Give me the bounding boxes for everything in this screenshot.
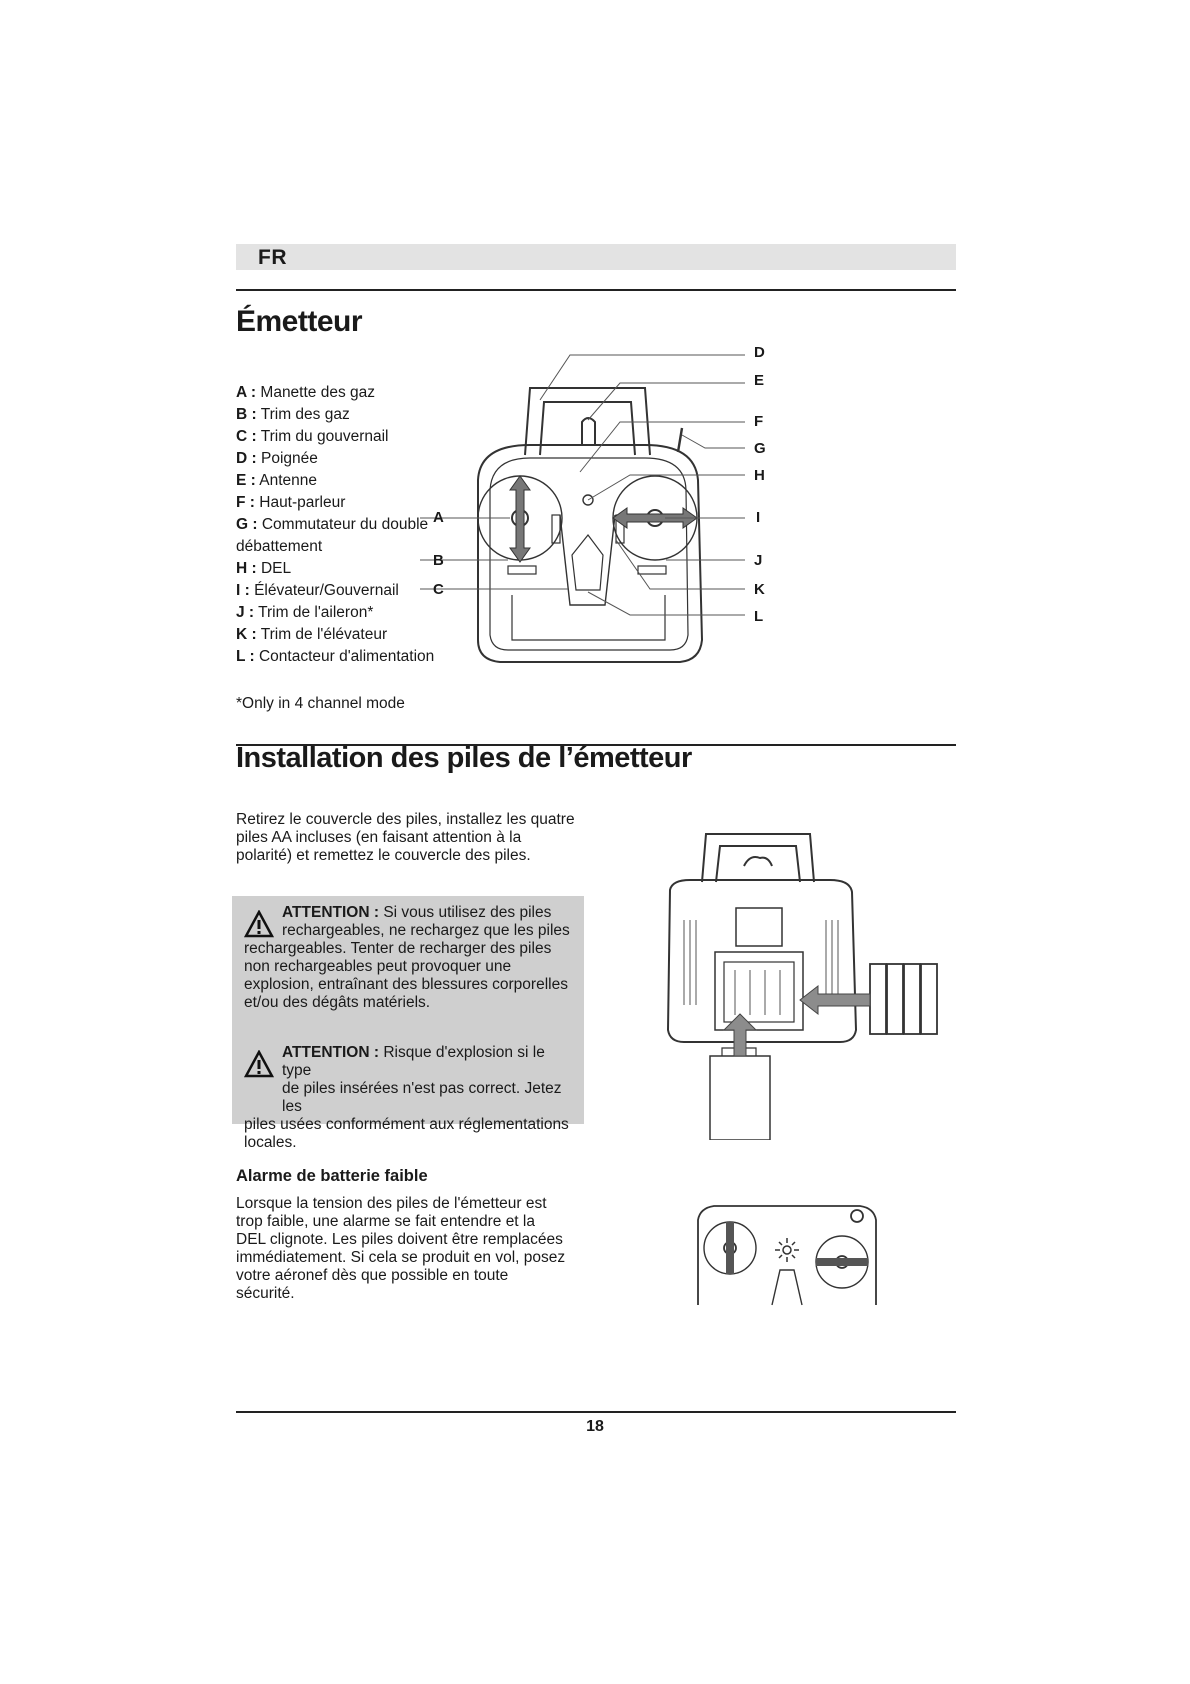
subsection-title: Alarme de batterie faible (236, 1167, 428, 1185)
legend-item: D : Poignée (236, 450, 318, 467)
warning-label: ATTENTION : (282, 904, 380, 921)
section-title-emetteur: Émetteur (236, 305, 363, 338)
low-battery-alarm-illustration (692, 1200, 882, 1310)
legend-item: H : DEL (236, 560, 292, 577)
subsection-paragraph: Lorsque la tension des piles de l'émetteur est trop faible, une alarme se fait entendre et la DEL clignote. Les piles doivent être remplacées immédiatement. Si cela se produit en vol, posez votre aéronef dès que possible en toute sécurité. (236, 1195, 566, 1302)
legend-item: B : Trim des gaz (236, 406, 350, 423)
transmitter-diagram (420, 340, 780, 670)
battery-installation-illustration (660, 830, 950, 1140)
footer-divider (236, 1411, 956, 1413)
page-number: 18 (586, 1418, 604, 1435)
legend-item: J : Trim de l'aileron* (236, 604, 374, 621)
legend-item: A : Manette des gaz (236, 384, 376, 401)
legend-item: I : Élévateur/Gouvernail (236, 582, 399, 599)
warning-triangle-icon (244, 910, 274, 938)
callout-H: H (754, 467, 765, 484)
footnote: *Only in 4 channel mode (236, 695, 405, 712)
callout-I: I (756, 509, 761, 526)
legend-item: G : Commutateur du double débattement (236, 516, 429, 555)
legend-item: F : Haut-parleur (236, 494, 346, 511)
callout-B: B (433, 552, 444, 569)
callout-G: G (754, 440, 766, 457)
callout-A: A (433, 509, 444, 526)
warning-label: ATTENTION : (282, 1044, 380, 1061)
legend-item: C : Trim du gouvernail (236, 428, 389, 445)
callout-E: E (754, 372, 765, 389)
component-legend (236, 382, 436, 668)
callout-F: F (754, 413, 764, 430)
intro-paragraph: Retirez le couvercle des piles, installez les quatre piles AA incluses (en faisant attention à la polarité) et remettez le couvercle des piles. (236, 811, 575, 864)
warning-2: ATTENTION : Risque d'explosion si le type de piles insérées n'est pas correct. Jetez les piles usées conformément aux réglementations locales. (244, 1044, 569, 1151)
section-title-installation: Installation des piles de l’émetteur (236, 742, 692, 774)
legend-item: L : Contacteur d'alimentation (236, 648, 435, 665)
callout-K: K (754, 581, 765, 598)
language-bar (236, 244, 956, 270)
legend-item: E : Antenne (236, 472, 318, 489)
callout-J: J (754, 552, 763, 569)
warning-triangle-icon (244, 1050, 274, 1078)
divider (236, 289, 956, 291)
callout-C: C (433, 581, 444, 598)
warning-box (232, 896, 584, 1151)
warning-1: ATTENTION : Si vous utilisez des piles rechargeables, ne rechargez que les piles rechargeables. Tenter de recharger des piles non rechargeables peut provoquer une explosion, entraînant des blessures corporelles et/ou des dégâts matériels. (244, 904, 570, 1011)
callout-L: L (754, 608, 764, 625)
language-code: FR (258, 246, 287, 269)
legend-item: K : Trim de l'élévateur (236, 626, 388, 643)
callout-D: D (754, 344, 765, 361)
